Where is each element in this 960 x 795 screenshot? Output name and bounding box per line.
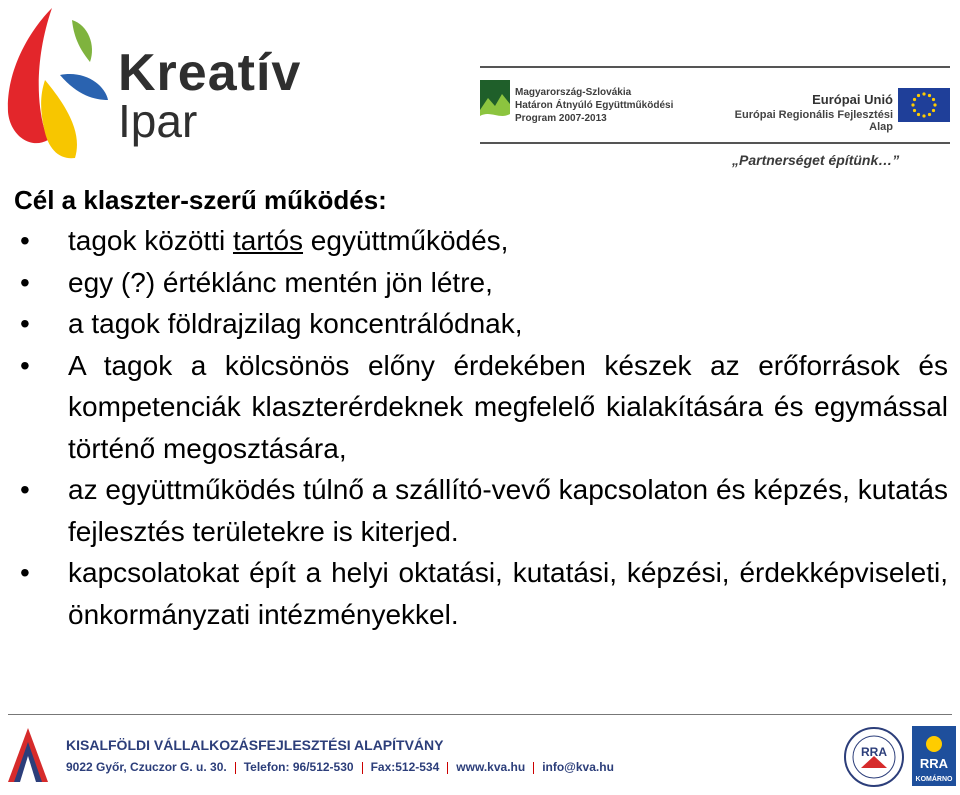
eu-fund-name: Európai Regionális Fejlesztési Alap [734,109,893,133]
rra-box-label: RRA [919,756,949,771]
footer-org-name: KISALFÖLDI VÁLLALKOZÁSFEJLESZTÉSI ALAPÍTVÁNY [66,737,444,753]
kva-logo-icon [6,726,50,784]
bullet-item [14,220,948,262]
footer-divider [8,714,952,715]
logo-word-kreativ: Kreatív [118,44,302,102]
cross-border-program-logo [480,80,510,126]
main-content [14,180,948,635]
bullet-item: • kapcsolatokat épít a helyi oktatási, kutatási, képzési, érdekképviseleti, önkormányzati intézményekkel. [14,552,948,635]
footer-address: 9022 Győr, Czuczor G. u. 30. [66,760,227,774]
footer-web-link[interactable]: www.kva.hu [456,760,526,774]
kreativ-ipar-logo [0,0,340,165]
rra-box-sublabel: KOMÁRNO [915,776,953,783]
logo-word-ipar: Ipar [118,95,198,147]
footer-fax: Fax:512-534 [370,760,440,774]
header-divider-top [480,66,950,68]
kreativ-ipar-logo-mark [0,0,120,165]
footer-phone: Telefon: 96/512-530 [243,760,354,774]
bullet-list [14,220,948,635]
slogan: „Partnerséget építünk…” [732,152,900,168]
separator [533,762,534,774]
bullet-text: tagok közötti [68,225,233,256]
program-line-1: Magyarország-Szlovákia [515,87,632,98]
bullet-item: • A tagok a kölcsönös előny érdekében készek az erőforrások és kompetenciák klaszterérdeknek megfelelő kialakítására és egymással történő megosztására, [14,345,948,470]
program-line-3: Program 2007-2013 [515,113,607,124]
rra-komarno-logo [912,726,956,786]
bullet-item: • az együttműködés túlnő a szállító-vevő kapcsolaton és képzés, kutatás fejlesztés területekre is kiterjed. [14,469,948,552]
bullet-item: • a tagok földrajzilag koncentrálódnak, [14,303,948,345]
eu-flag-icon [898,88,950,122]
eu-text-block [723,92,893,133]
rra-round-label: RRA [861,745,887,759]
footer-email-link[interactable]: info@kva.hu [542,760,614,774]
underlined-word: tartós [232,225,304,256]
bullet-text: együttműködés, [303,225,509,256]
eu-name: Európai Unió [812,92,893,107]
header-divider-bottom [480,142,950,144]
program-name [515,86,673,125]
rra-round-logo [843,726,905,788]
bullet-item: • egy (?) értéklánc mentén jön létre, [14,262,948,304]
page-title: Cél a klaszter-szerű működés: [14,185,387,215]
separator [447,762,448,774]
separator [235,762,236,774]
separator [362,762,363,774]
program-line-2: Határon Átnyúló Együttműködési [515,100,674,111]
footer-contact [66,760,614,774]
